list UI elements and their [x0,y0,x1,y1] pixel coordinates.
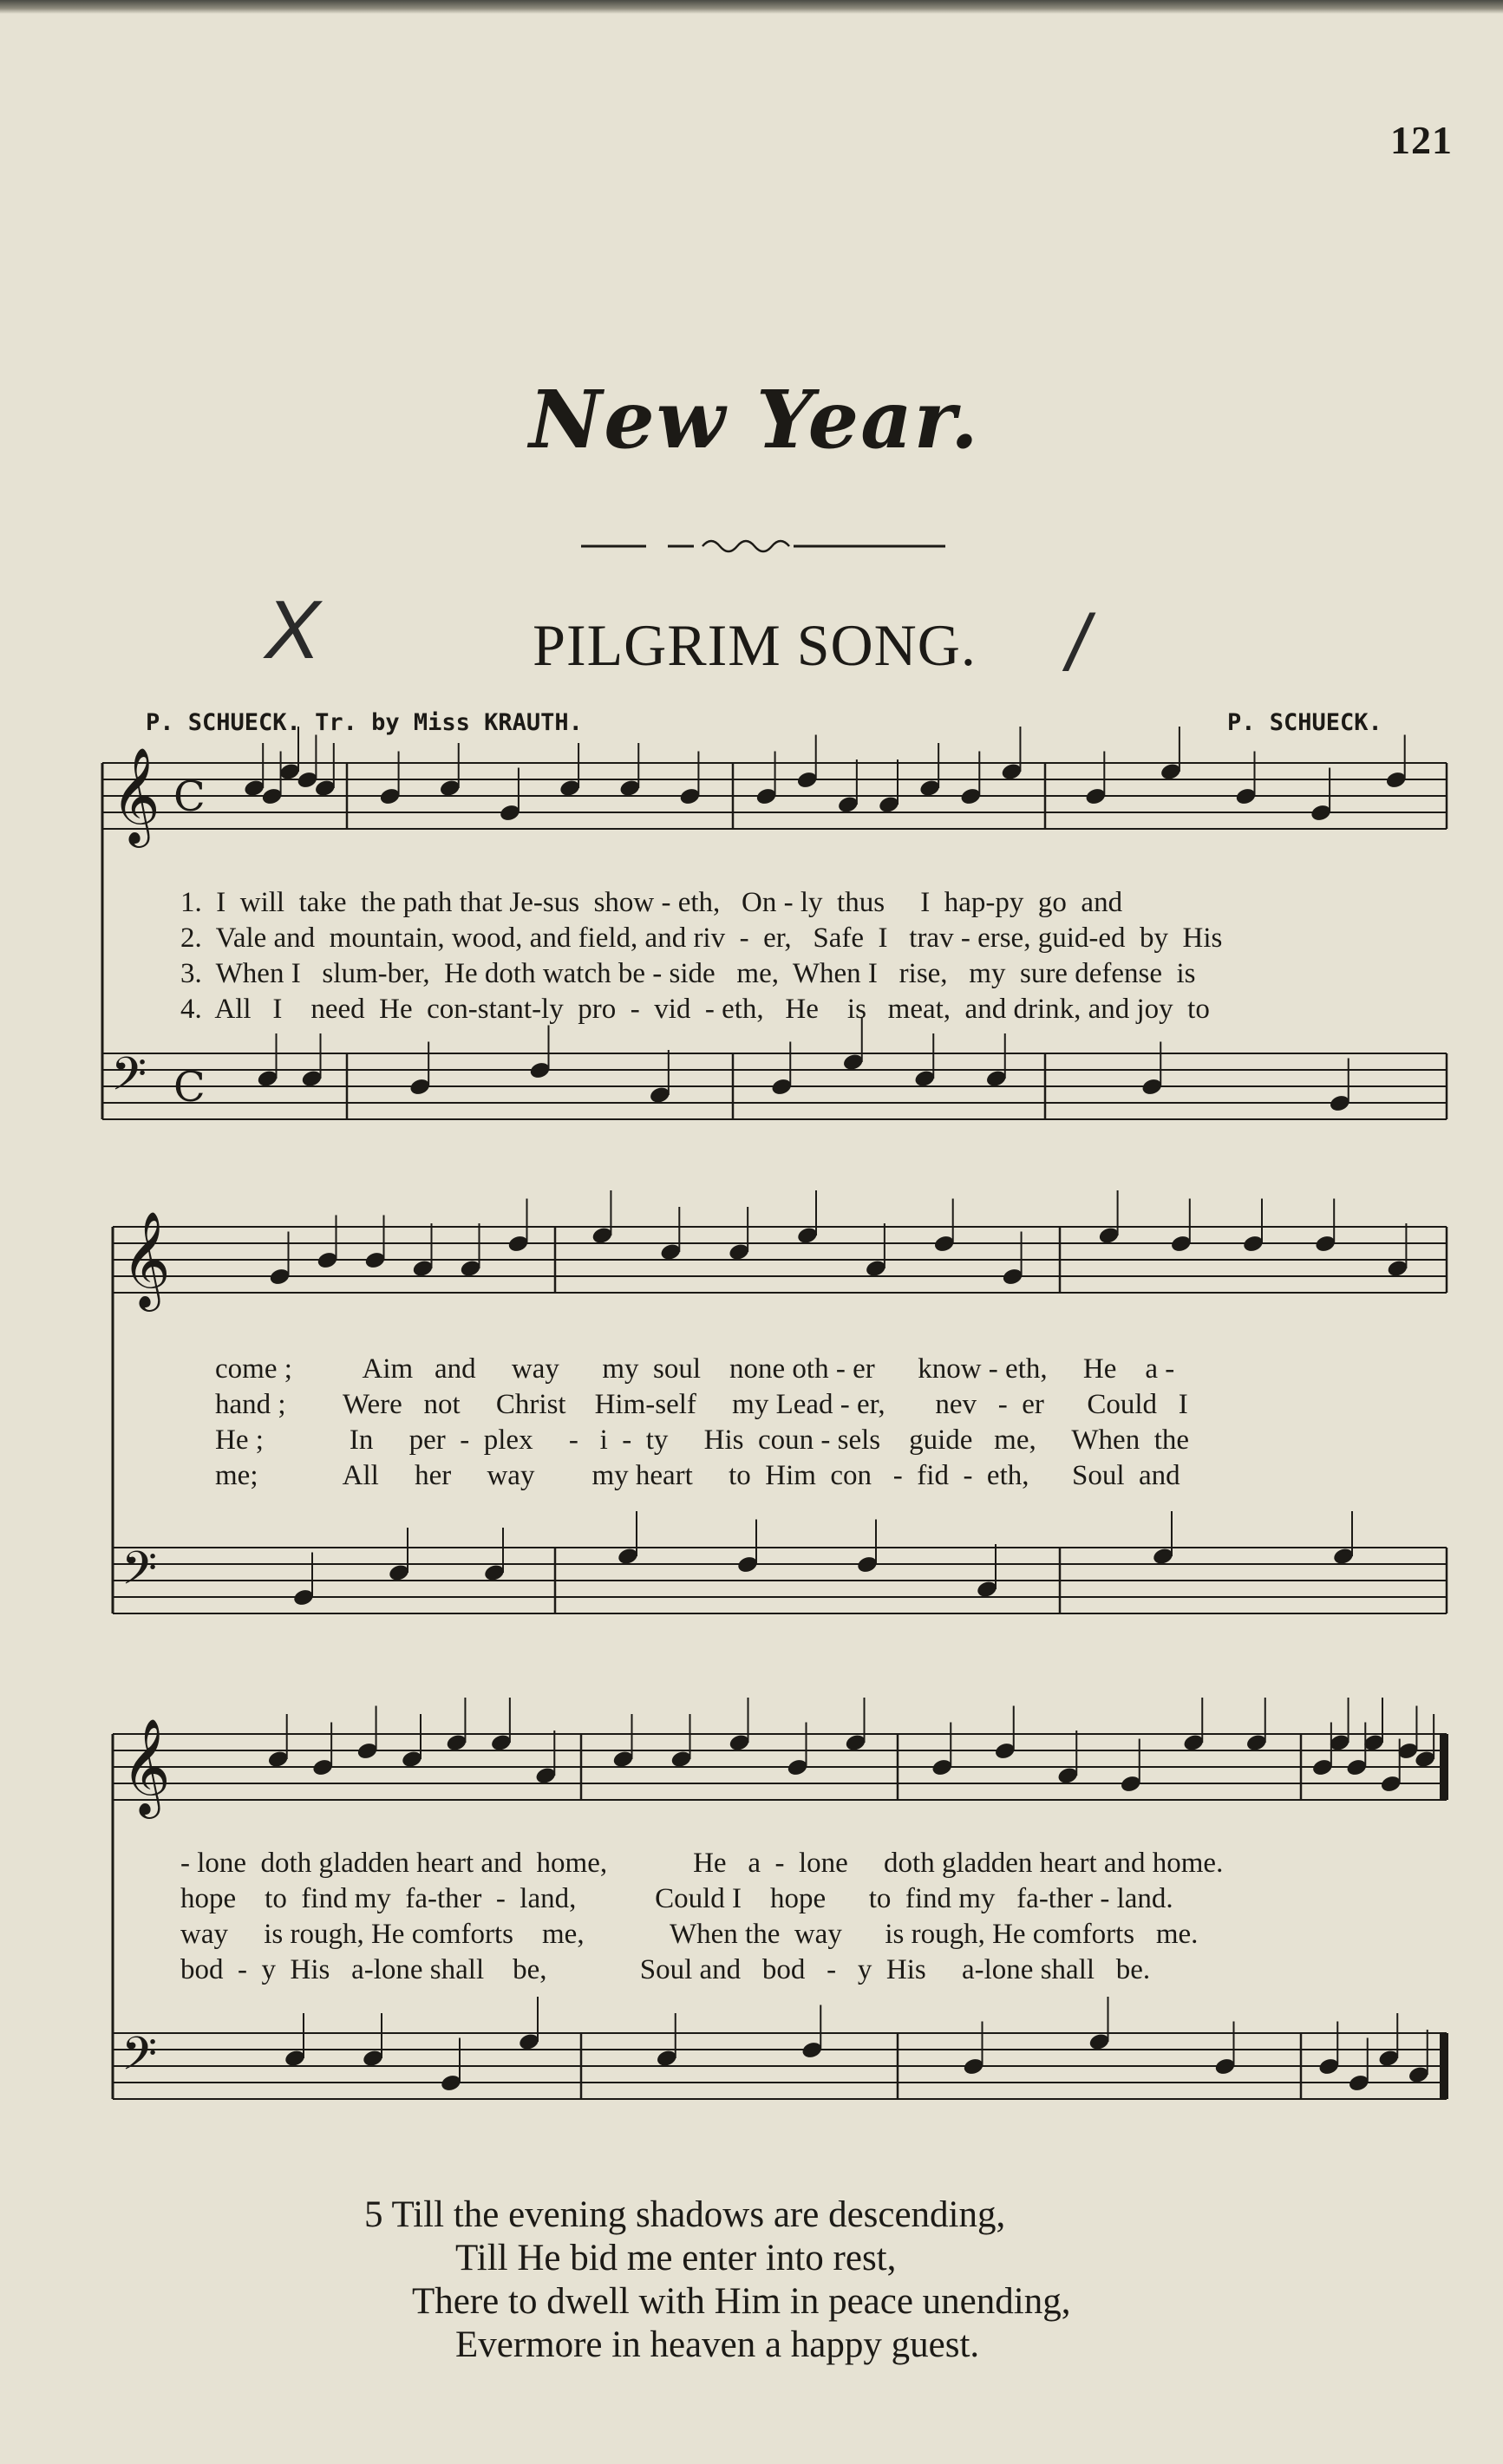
system-2-verse-2: hand ; Were not Christ Him-self my Lead - er, nev - er Could I [215,1389,1188,1420]
system-3-verse-4: bod - y His a-lone shall be, Soul and bod - y His a-lone shall be. [180,1954,1151,1985]
system-3-verse-1: - lone doth gladden heart and home, He a - lone doth gladden heart and home. [180,1848,1224,1879]
system-3-verse-2: hope to find my fa-ther - land, Could I hope to find my fa-ther - land. [180,1883,1173,1914]
system-3-treble-clef: 𝄞 [121,1718,171,1815]
verse-5-line-3: There to dwell with Him in peace unending, [412,2281,1071,2322]
credit-composer: P. SCHUECK. [1227,709,1382,736]
system-2-verse-4: me; All her way my heart to Him con - fid - eth, Soul and [215,1460,1180,1491]
system-3-verse-3: way is rough, He comforts me, When the way is rough, He comforts me. [180,1919,1199,1950]
system-2-verse-1: come ; Aim and way my soul none oth - er know - eth, He a - [215,1353,1175,1385]
hymn-title: PILGRIM SONG. [533,612,977,678]
verse-5-line-2: Till He bid me enter into rest, [455,2238,897,2278]
system-1-bass-clef: 𝄢 [111,1048,147,1112]
system-1-time-signature-bass: C [173,1063,206,1111]
system-2-bass-clef: 𝄢 [121,1542,158,1607]
system-2-treble-clef: 𝄞 [121,1210,171,1307]
system-1-treble-clef: 𝄞 [111,746,160,844]
verse-5-line-1: 5 Till the evening shadows are descending, [364,2194,1006,2235]
pencil-slash-mark: / [1067,599,1089,688]
system-1-time-signature-treble: C [173,772,206,821]
final-barline [1440,1734,1448,1800]
credit-translator: P. SCHUECK. Tr. by Miss KRAUTH. [146,709,583,736]
page-number: 121 [1390,118,1453,162]
system-3-bass-clef: 𝄢 [121,2028,158,2092]
pencil-x-mark: X [265,583,321,676]
system-1-verse-1: 1. I will take the path that Je-sus show - eth, On - ly thus I hap-py go and [180,887,1123,918]
verse-5-line-4: Evermore in heaven a happy guest. [455,2324,980,2365]
section-heading: New Year. [529,373,980,466]
verse-5 [364,2193,1318,2367]
system-1-verse-2: 2. Vale and mountain, wood, and field, and riv - er, Safe I trav - erse, guid-ed by His [180,922,1223,954]
system-1-verse-3: 3. When I slum-ber, He doth watch be - side me, When I rise, my sure defense is [180,958,1196,989]
system-1-verse-4: 4. All I need He con-stant-ly pro - vid - eth, He is meat, and drink, and joy to [180,994,1210,1025]
system-2-verse-3: He ; In per - plex - i - ty His coun - sels guide me, When the [215,1424,1190,1456]
final-barline [1440,2033,1448,2099]
